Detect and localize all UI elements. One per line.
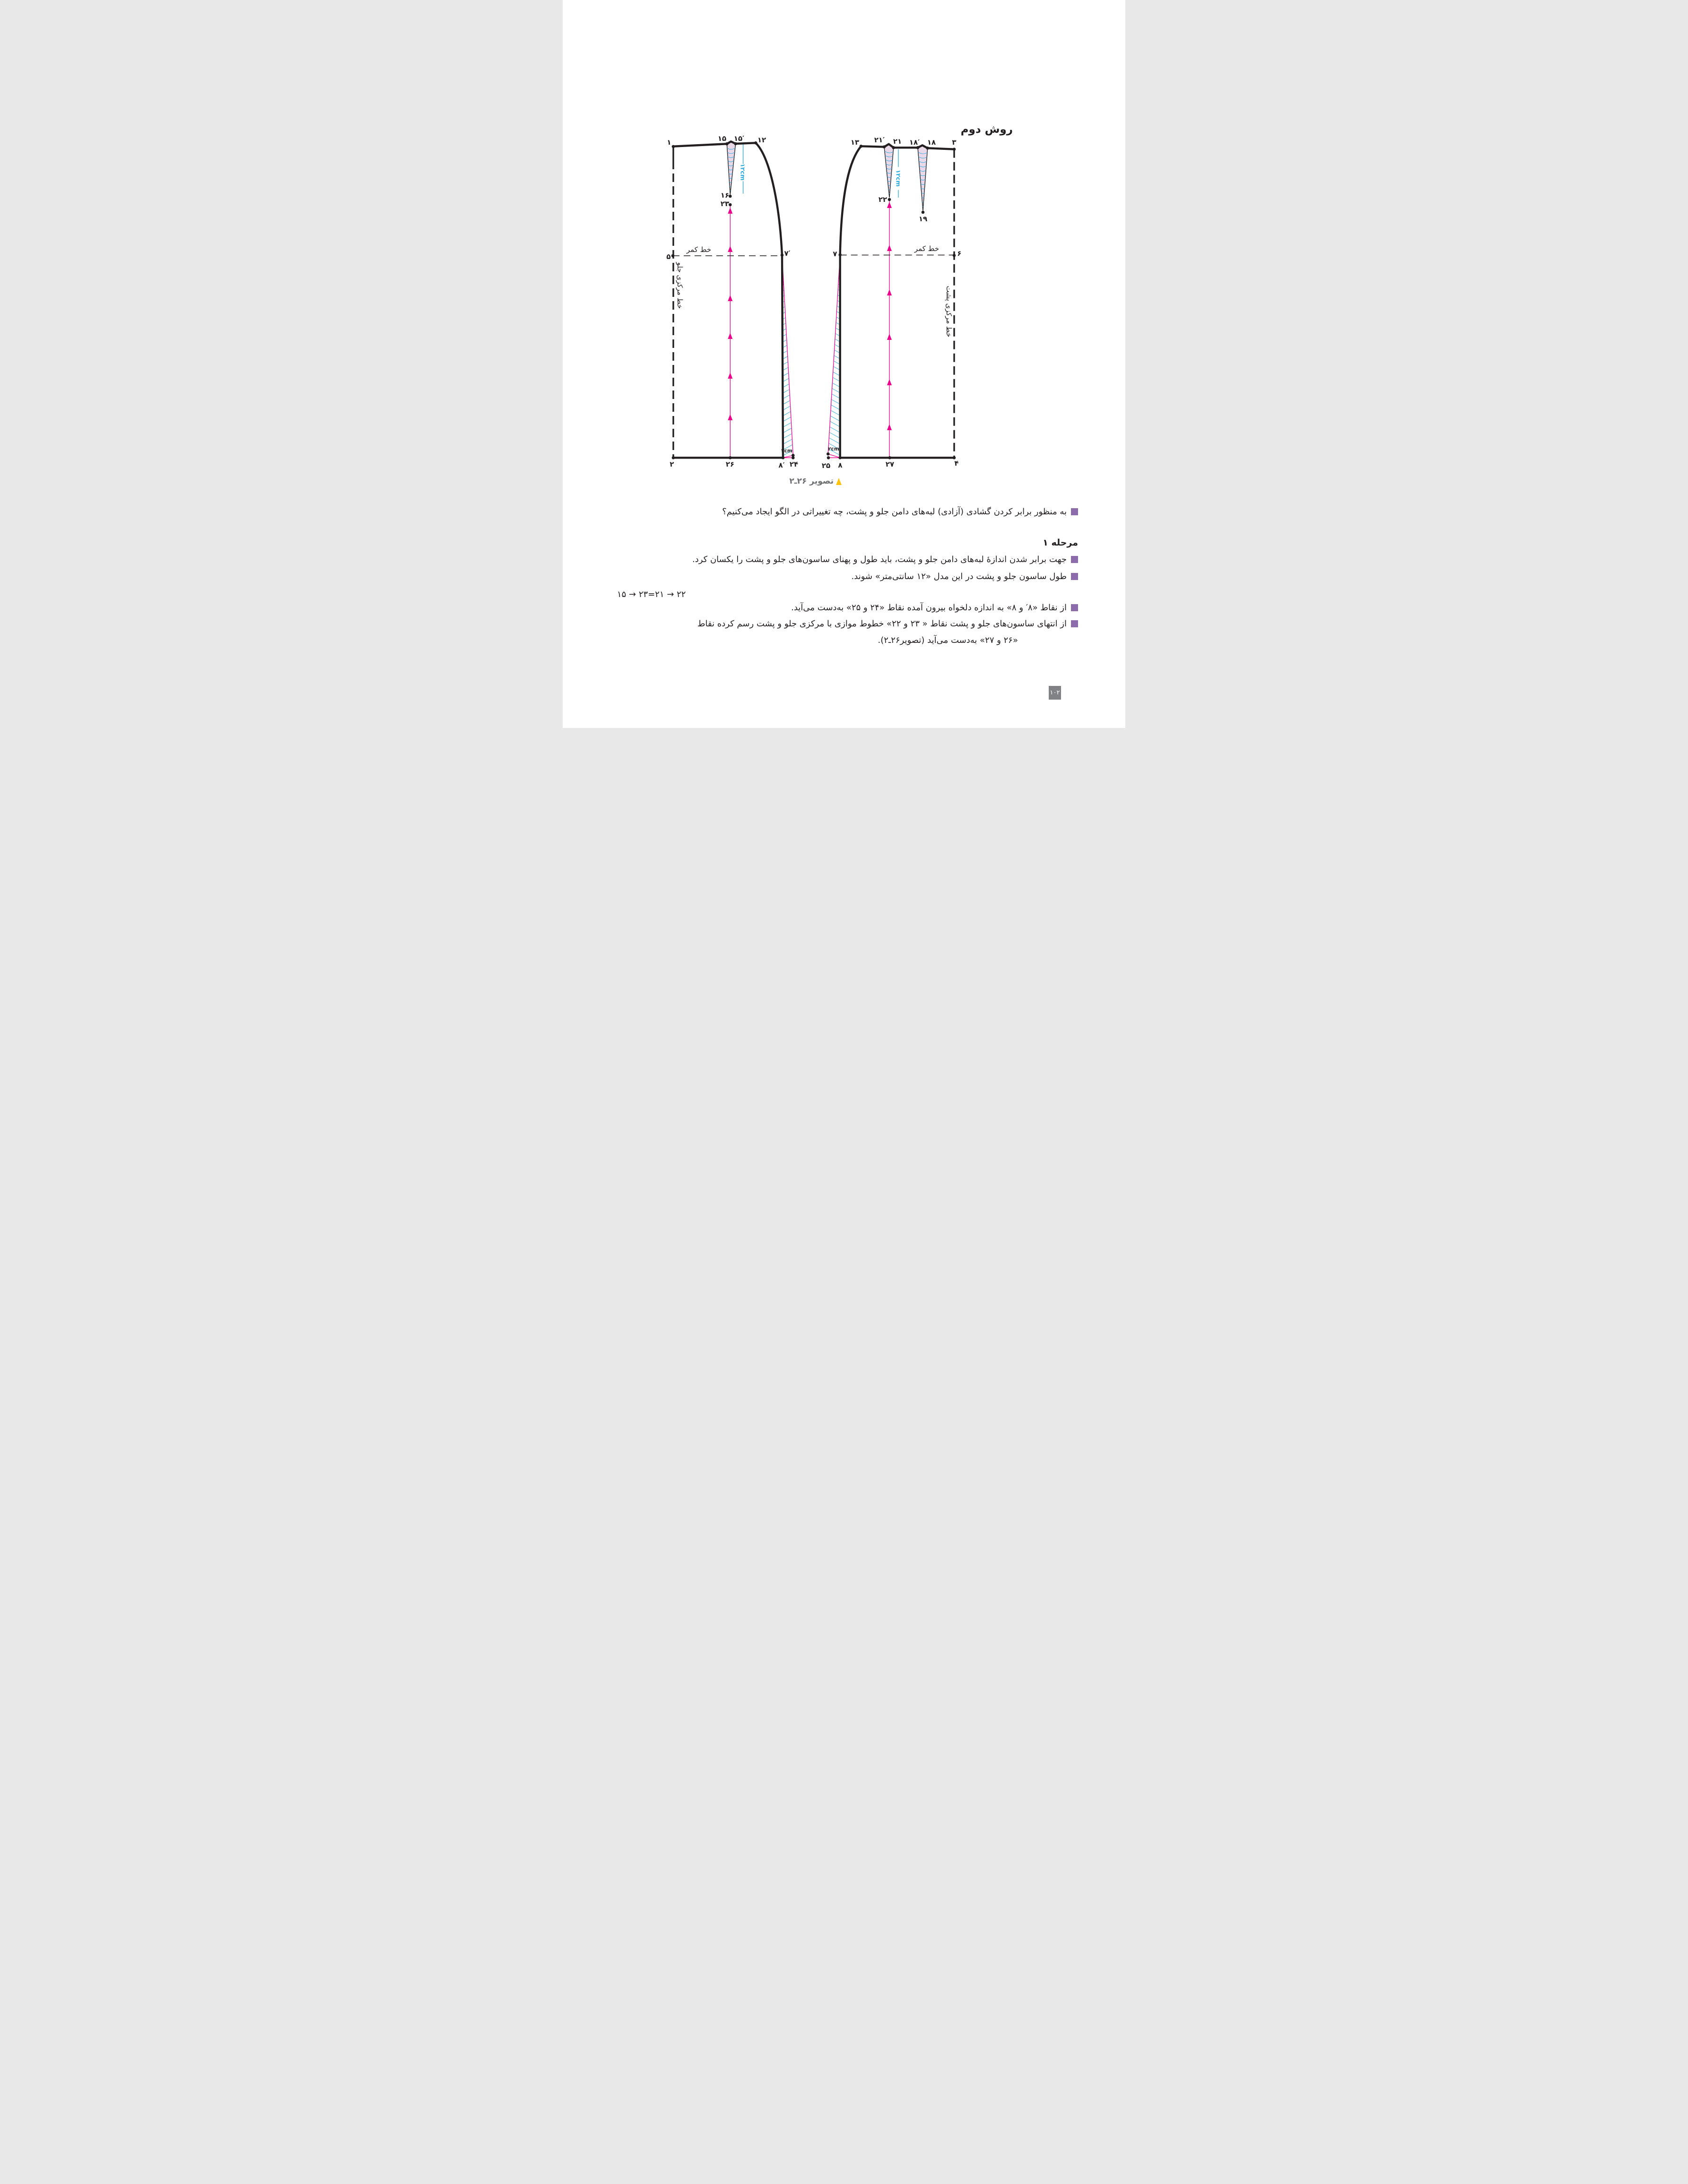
- dart-measure-lines: [743, 144, 898, 198]
- point-dot: [827, 452, 830, 456]
- arrowhead-up-icon: [728, 333, 732, 339]
- point-dot: [883, 145, 886, 148]
- point-label-2: ۲: [670, 460, 674, 468]
- point-dot: [782, 456, 785, 459]
- section-heading: روش دوم: [960, 123, 1013, 136]
- point-dot: [672, 145, 675, 148]
- flare-hatch-line: [831, 399, 840, 404]
- point-dot: [838, 456, 842, 459]
- point-dot: [922, 211, 925, 214]
- arrowhead-up-icon: [887, 334, 892, 340]
- dart-length-label-back: ۱۲cm: [895, 170, 902, 187]
- point-label-15p: ۱۵′: [733, 134, 745, 143]
- bullet-3-text: از نقاط «۸′ و ۸» به اندازه دلخواه بیرون آمده نقاط «۲۴ و ۲۵» به‌دست می‌آید.: [791, 603, 1067, 613]
- hem-out-label-back: ۲cm: [828, 446, 839, 452]
- flare-hatch-line: [783, 439, 792, 444]
- point-label-7: ۷: [833, 250, 837, 258]
- waistline-label-front: خط کمر: [686, 245, 712, 254]
- point-label-4: ۴: [954, 459, 959, 468]
- arrowhead-up-icon: [728, 208, 732, 214]
- flare-hatch-line: [833, 372, 840, 376]
- point-label-12: ۱۲: [757, 136, 766, 144]
- center-lines: [673, 147, 954, 458]
- arrowhead-up-icon: [728, 373, 732, 379]
- point-label-25: ۲۵: [821, 461, 831, 470]
- point-dot: [838, 253, 842, 257]
- arrowhead-up-icon: [887, 289, 892, 295]
- point-label-22: ۲۲: [878, 195, 888, 204]
- bullet-square-icon: [1071, 556, 1078, 563]
- point-label-21p: ۲۱′: [874, 136, 885, 144]
- flare-hatch-line: [783, 433, 792, 439]
- point-dot: [672, 456, 675, 459]
- dart-length-label-front: ۱۲cm: [739, 164, 747, 181]
- flare-hatch-line: [831, 410, 840, 416]
- arrowhead-up-icon: [728, 246, 732, 252]
- flare-hatch-line: [829, 432, 840, 438]
- bullet-4-continuation: «۲۶ و ۲۷» به‌دست می‌آید (تصویر۲۶ـ۲).: [878, 635, 1018, 645]
- flare-hatch-line: [832, 383, 840, 387]
- point-dot: [671, 254, 675, 258]
- bullet-square-icon: [1071, 508, 1078, 515]
- point-label-5: ۵: [666, 252, 671, 261]
- question-line: [722, 506, 1078, 518]
- bullet-4-text: از انتهای ساسون‌های جلو و پشت نقاط « ۲۳ و ۲۲» خطوط موازی با مرکزی جلو و پشت رسم کرده نقاط: [697, 619, 1067, 629]
- point-label-8p: ۸′: [778, 461, 785, 469]
- point-label-6: ۶: [957, 249, 962, 258]
- point-label-24: ۲۴: [789, 460, 799, 468]
- center-back-label: خط مرکزی پشت: [945, 286, 953, 338]
- point-label-8: ۸: [838, 461, 843, 469]
- flare-hatch-line: [783, 423, 792, 427]
- caption-triangle-icon: [836, 478, 842, 485]
- point-dot: [860, 145, 863, 148]
- point-label-7p: ۷′: [784, 249, 791, 258]
- bullet-square-icon: [1071, 604, 1078, 611]
- point-dot: [792, 456, 795, 459]
- point-label-23: ۲۳: [720, 199, 730, 208]
- arrowhead-up-icon: [887, 245, 892, 251]
- flare-hatch-line: [783, 417, 791, 422]
- point-label-26: ۲۶: [725, 460, 735, 468]
- figure-caption: [761, 477, 842, 486]
- arrowhead-up-icon: [728, 295, 732, 301]
- waistline-label-back: خط کمر: [914, 244, 940, 253]
- flare-hatch-line: [783, 406, 791, 410]
- point-label-21: ۲۱: [893, 137, 902, 146]
- flare-hatch-line: [832, 388, 840, 393]
- point-label-13: ۱۳: [850, 138, 860, 147]
- stage-title: مرحله ۱: [1043, 537, 1078, 548]
- point-label-19: ۱۹: [918, 215, 928, 223]
- bullet-1-text: جهت برابر شدن اندازۀ لبه‌های دامن جلو و پشت، باید طول و پهنای ساسون‌های جلو و پشت را یکسان کرد.: [692, 555, 1067, 564]
- arrowhead-up-icon: [887, 379, 892, 385]
- point-label-27: ۲۷: [885, 460, 895, 468]
- center-front-label: خط مرکزی جلو: [676, 262, 684, 309]
- flare-hatch-line: [783, 395, 790, 399]
- flare-hatch-line: [783, 411, 791, 416]
- flare-hatch-line: [833, 377, 840, 381]
- point-label-16: ۱۶: [720, 191, 730, 199]
- bullet-square-icon: [1071, 620, 1078, 627]
- point-label-15: ۱۵: [717, 134, 727, 143]
- question-text: به منظور برابر کردن گشادی (آزادی) لبه‌های دامن جلو و پشت، چه تغییراتی در الگو ایجاد می‌کنیم؟: [722, 507, 1067, 517]
- flare-hatch-line: [830, 416, 840, 421]
- flare-hatch-line: [783, 400, 790, 405]
- point-dot: [729, 456, 732, 459]
- point-label-18p: ۱۸′: [909, 138, 920, 147]
- point-label-18: ۱۸: [927, 138, 936, 147]
- figure-caption-text: تصویر ۲۶ـ۲: [789, 477, 834, 486]
- bullet-line-4: [697, 618, 1078, 630]
- bullet-2-text: طول ساسون جلو و پشت در این مدل «۱۲ سانتی‌متر» شوند.: [851, 572, 1067, 581]
- bullet-square-icon: [1071, 573, 1078, 580]
- point-dot: [754, 141, 757, 145]
- point-dot: [953, 254, 956, 257]
- flare-hatch-line: [830, 421, 840, 427]
- point-label-1: ۱: [667, 138, 671, 147]
- point-dot: [926, 147, 929, 150]
- hem-out-label-front: ۲cm: [781, 448, 792, 454]
- bullet-line-3: [791, 602, 1078, 614]
- dart-formula: ۱۵ → ۲۳=۲۱ → ۲۲: [617, 589, 686, 599]
- point-dot: [888, 198, 891, 201]
- flare-hatch-line: [829, 438, 840, 444]
- point-dot: [781, 253, 784, 257]
- point-dot: [892, 146, 895, 149]
- bullet-line-2: [852, 571, 1078, 582]
- pattern-outlines: [673, 141, 954, 458]
- flare-hatch-line: [832, 394, 840, 399]
- arrowhead-up-icon: [887, 202, 892, 208]
- pattern-points: [671, 141, 956, 459]
- point-dot: [953, 147, 956, 151]
- arrowhead-up-icon: [887, 424, 892, 430]
- textbook-page: [563, 0, 1125, 728]
- grainline-arrowheads: [728, 202, 892, 430]
- point-dot: [827, 456, 830, 459]
- dart-hatch-decoration: [727, 148, 927, 456]
- page-number-badge: ۱۰۲: [1049, 686, 1061, 700]
- flare-hatch-line: [783, 428, 792, 433]
- grain-and-flare-lines: [730, 199, 889, 458]
- flare-hatch-line: [831, 405, 840, 410]
- point-dot: [888, 456, 891, 459]
- flare-hatch-line: [829, 427, 840, 433]
- point-label-3: ۳: [952, 138, 957, 147]
- bullet-line-1: [692, 554, 1078, 565]
- arrowhead-up-icon: [728, 414, 732, 420]
